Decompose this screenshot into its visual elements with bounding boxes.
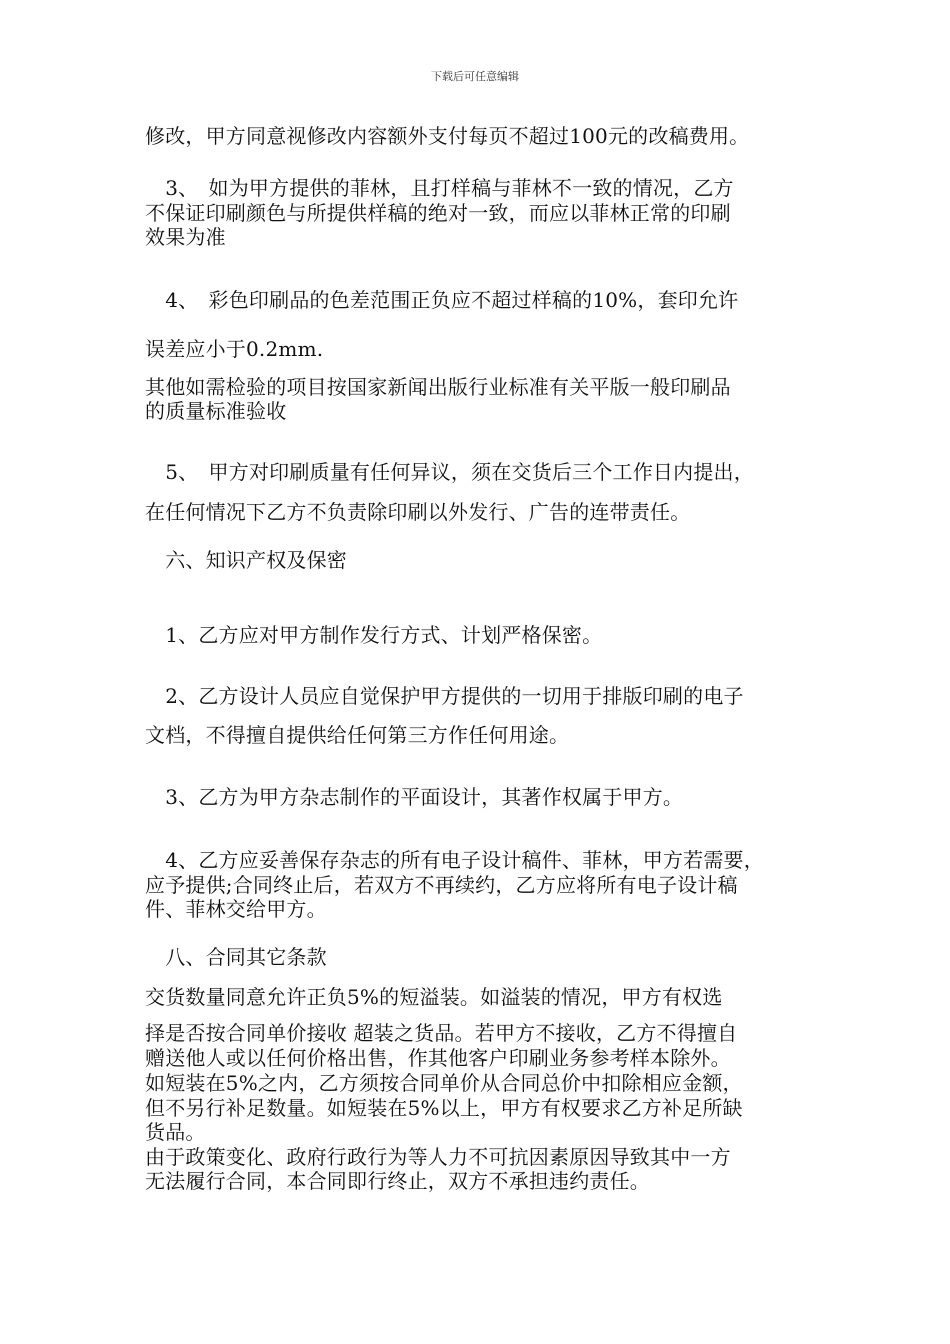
text-line: 文档，不得擅自提供给任何第三方作任何用途。 — [145, 723, 570, 747]
page-header-note: 下载后可任意编辑 — [431, 70, 519, 83]
text-line: 不保证印刷颜色与所提供样稿的绝对一致，而应以菲林正常的印刷 — [145, 201, 731, 225]
text-line: 4、乙方应妥善保存杂志的所有电子设计稿件、菲林，甲方若需要， — [145, 848, 764, 872]
text-line: 由于政策变化、政府行政行为等人力不可抗因素原因导致其中一方 — [145, 1145, 731, 1169]
text-line: 4、 彩色印刷品的色差范围正负应不超过样稿的10%，套印允许 — [145, 288, 739, 312]
text-line: 无法履行合同，本合同即行终止，双方不承担违约责任。 — [145, 1169, 650, 1193]
text-line: 修改，甲方同意视修改内容额外支付每页不超过100元的改稿费用。 — [145, 124, 750, 148]
text-line: 其他如需检验的项目按国家新闻出版行业标准有关平版一般印刷品 — [145, 375, 731, 399]
text-line: 在任何情况下乙方不负责除印刷以外发行、广告的连带责任。 — [145, 500, 691, 524]
text-line: 件、菲林交给甲方。 — [145, 897, 327, 921]
text-line: 择是否按合同单价接收 超装之货品。若甲方不接收，乙方不得擅自 — [145, 1021, 738, 1045]
text-line: 2、乙方设计人员应自觉保护甲方提供的一切用于排版印刷的电子 — [145, 684, 744, 708]
text-line: 效果为准 — [145, 225, 226, 249]
text-line: 赠送他人或以任何价格出售，作其他客户印刷业务参考样本除外。 — [145, 1046, 731, 1070]
text-line: 3、 如为甲方提供的菲林，且打样稿与菲林不一致的情况，乙方 — [145, 176, 734, 200]
text-line: 5、 甲方对印刷质量有任何异议，须在交货后三个工作日内提出， — [145, 460, 754, 484]
text-line: 货品。 — [145, 1120, 206, 1144]
text-line: 3、乙方为甲方杂志制作的平面设计，其著作权属于甲方。 — [145, 785, 684, 809]
text-line: 但不另行补足数量。如短装在5%以上，甲方有权要求乙方补足所缺 — [145, 1096, 743, 1120]
section-heading: 八、合同其它条款 — [145, 945, 327, 969]
text-line: 应予提供;合同终止后，若双方不再续约，乙方应将所有电子设计稿 — [145, 873, 738, 897]
text-line: 1、乙方应对甲方制作发行方式、计划严格保密。 — [145, 623, 603, 647]
text-line: 交货数量同意允许正负5%的短溢装。如溢装的情况，甲方有权选 — [145, 985, 723, 1009]
text-line: 的质量标准验收 — [145, 399, 287, 423]
text-line: 误差应小于0.2mm. — [145, 337, 324, 361]
text-line: 如短装在5%之内，乙方须按合同单价从合同总价中扣除相应金额， — [145, 1071, 743, 1095]
section-heading: 六、知识产权及保密 — [145, 548, 347, 572]
